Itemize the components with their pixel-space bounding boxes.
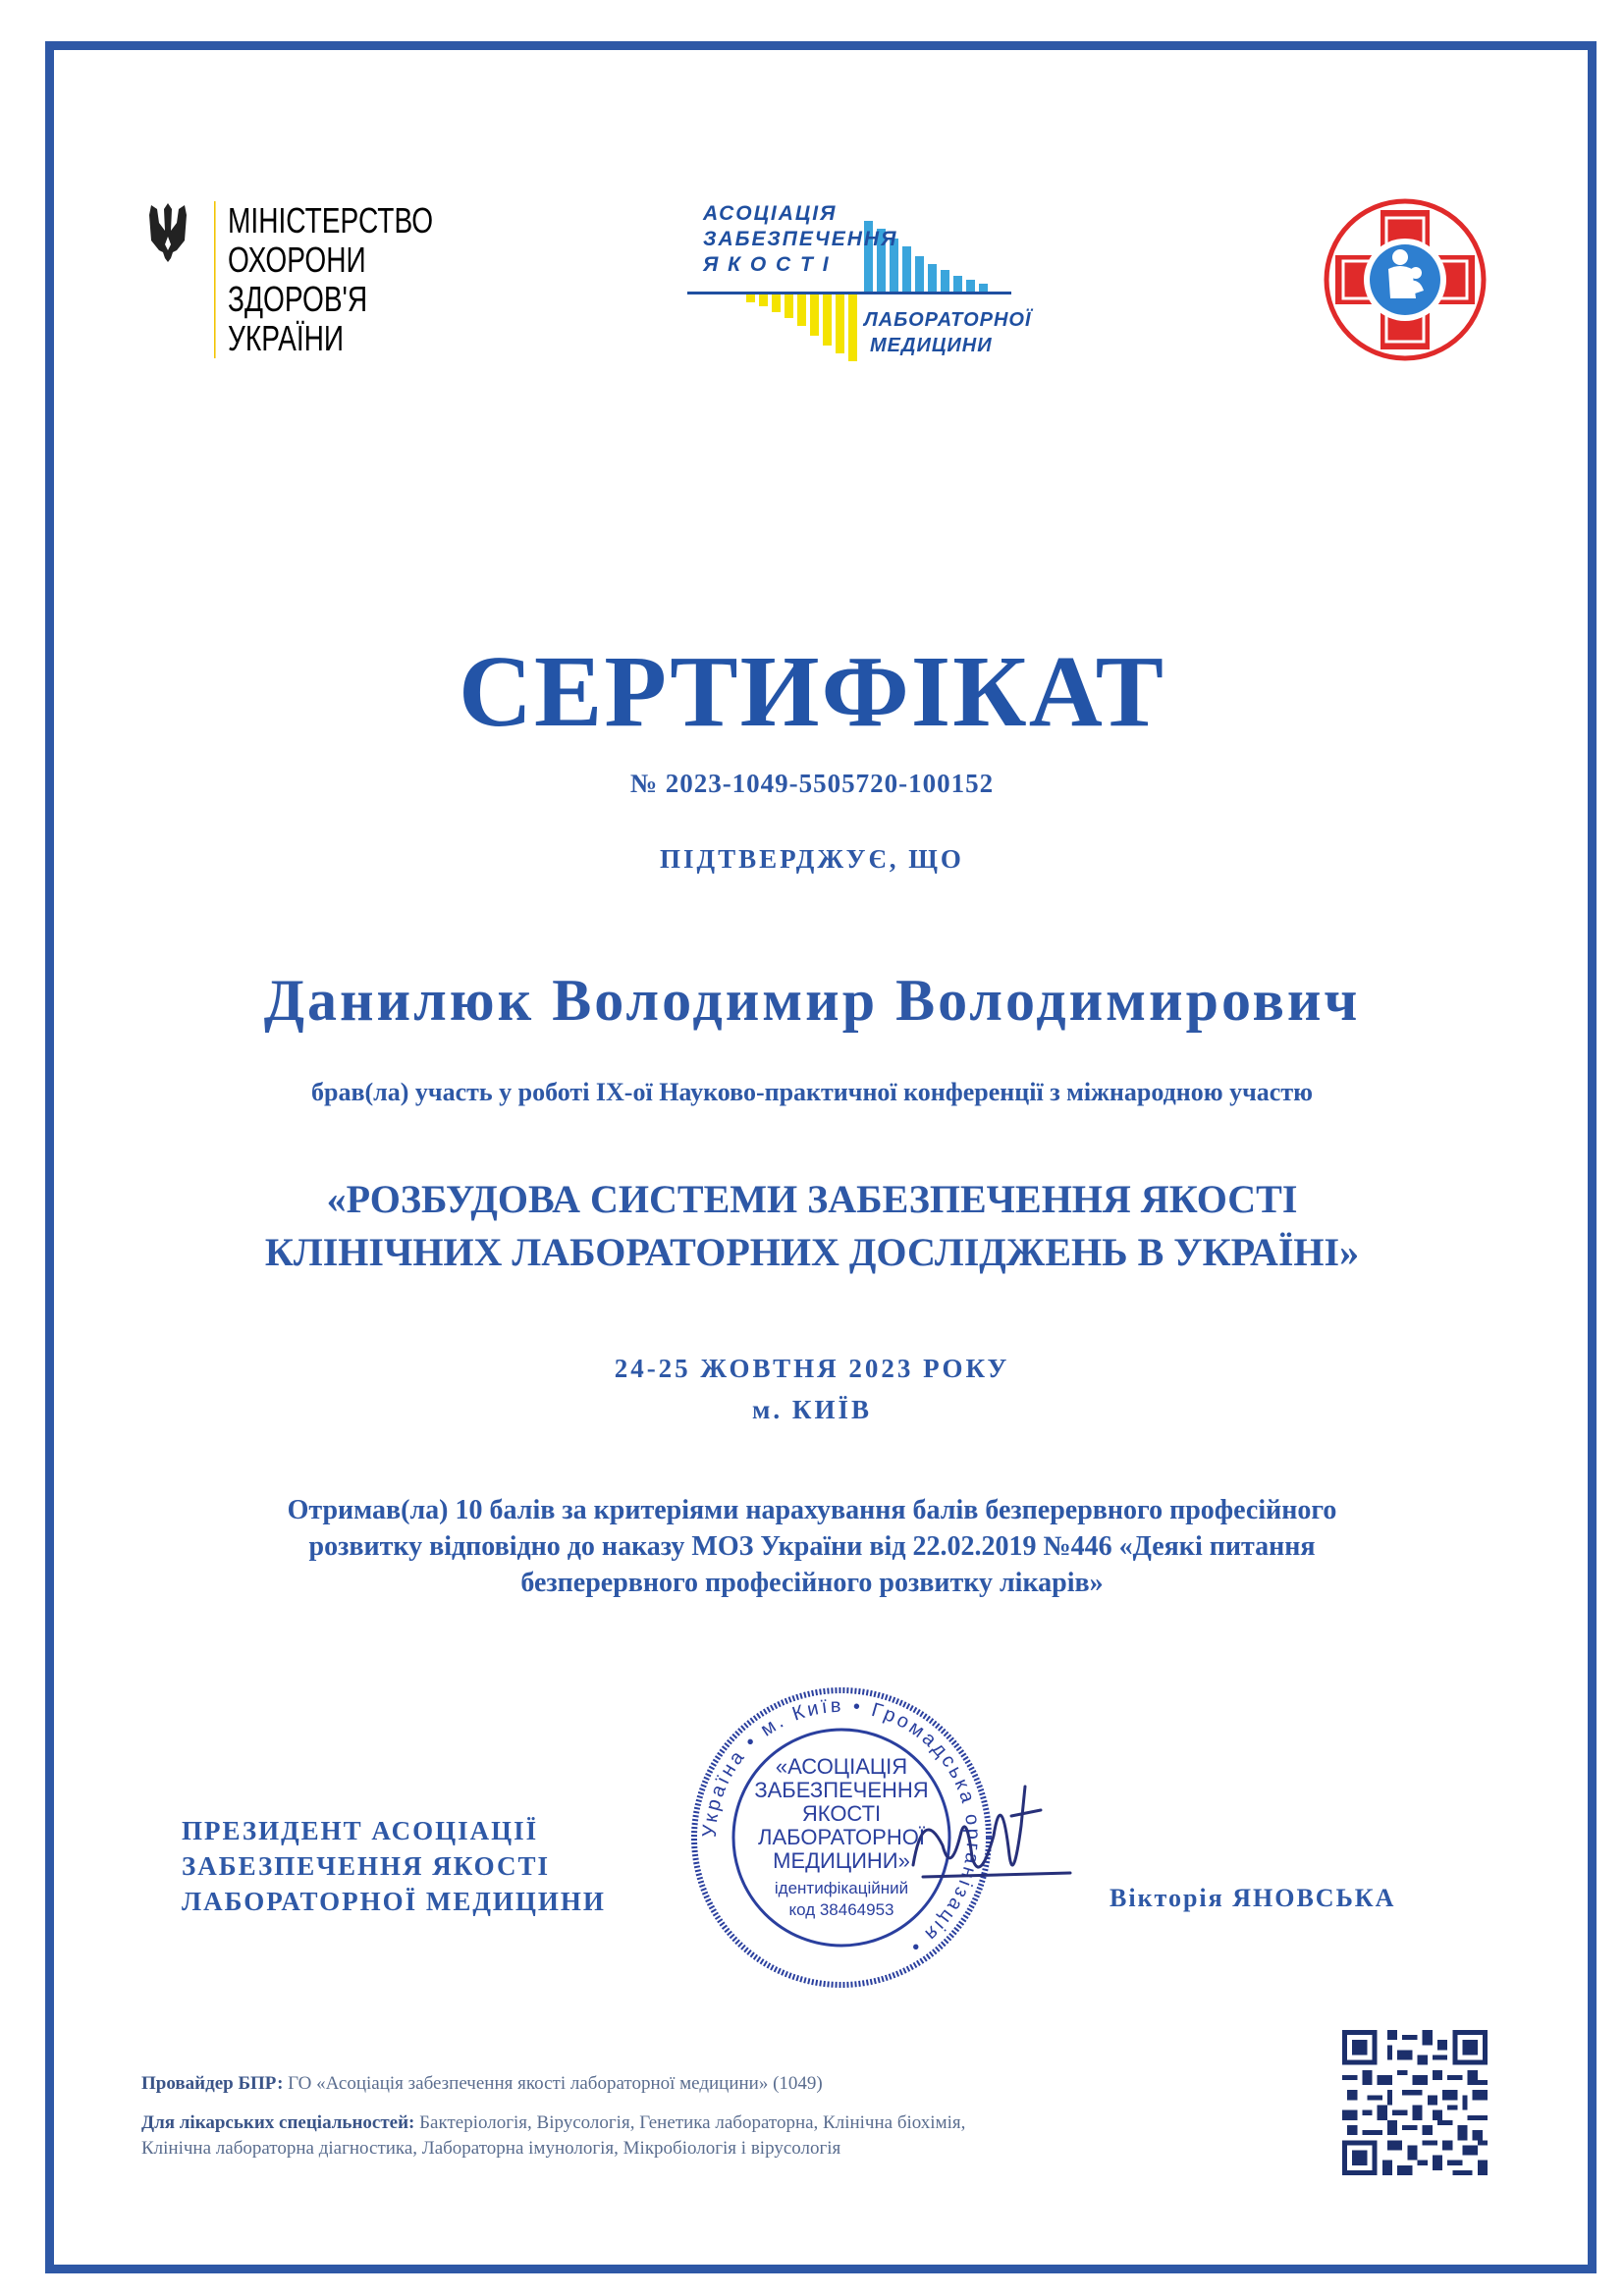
- qr-code[interactable]: [1342, 2030, 1488, 2175]
- provider-value: ГО «Асоціація забезпечення якості лабораторної медицини» (1049): [288, 2073, 823, 2094]
- specialties-value-1: Бактеріологія, Вірусологія, Генетика лабораторна, Клінічна біохімія,: [419, 2112, 966, 2133]
- association-name-top: [703, 201, 897, 278]
- trident-icon: [143, 201, 192, 264]
- city-text: м. КИЇВ: [752, 1395, 872, 1424]
- stamp-line-3: ЯКОСТІ: [801, 1801, 882, 1826]
- points-line-3: безперервного професійного розвитку лікарів»: [520, 1568, 1104, 1598]
- medical-cross-logo: [1322, 196, 1489, 363]
- ministry-logo: [143, 200, 434, 358]
- stamp-line-2: ЗАБЕЗПЕЧЕННЯ: [754, 1778, 929, 1802]
- conference-title-line-2: КЛІНІЧНИХ ЛАБОРАТОРНИХ ДОСЛІДЖЕНЬ В УКРАЇНІ»: [264, 1230, 1360, 1274]
- ministry-line-1: МІНІСТЕРСТВО: [228, 200, 434, 240]
- specialties-label: Для лікарських спеціальностей:: [141, 2112, 415, 2133]
- association-logo: [687, 201, 1032, 363]
- points-text: [45, 1492, 1579, 1601]
- certificate-title: СЕРТИФІКАТ: [458, 635, 1166, 748]
- ministry-line-2: ОХОРОНИ: [228, 240, 366, 280]
- provider-line: [141, 2071, 1369, 2097]
- stamp-ring-text: Україна • м. Київ • Громадська організація •: [698, 1694, 985, 1959]
- position-line-1: ПРЕЗИДЕНТ АСОЦІАЦІЇ: [182, 1816, 539, 1845]
- assoc-line-2: ЗАБЕЗПЕЧЕННЯ: [703, 228, 898, 250]
- recipient-name: Данилюк Володимир Володимирович: [263, 968, 1361, 1033]
- position-line-3: ЛАБОРАТОРНОЇ МЕДИЦИНИ: [182, 1887, 606, 1916]
- specialties-line-1: [141, 2110, 1369, 2136]
- points-line-2: розвитку відповідно до наказу МОЗ України від 22.02.2019 №446 «Деякі питання: [308, 1531, 1316, 1562]
- signature-scribble: [903, 1767, 1080, 1904]
- conference-dates: [45, 1348, 1579, 1430]
- stamp-line-7: код 38464953: [788, 1900, 894, 1919]
- assoc-line-3: Я К О С Т І: [703, 253, 831, 276]
- conference-title: [45, 1173, 1579, 1279]
- assoc-line-5: МЕДИЦИНИ: [870, 335, 993, 356]
- dates-text: 24-25 ЖОВТНЯ 2023 РОКУ: [614, 1354, 1010, 1383]
- points-line-1: Отримав(ла) 10 балів за критеріями нарахування балів безперервного професійного: [287, 1495, 1337, 1525]
- participation-text: брав(ла) участь у роботі ІХ-ої Науково-практичної конференції з міжнародною участю: [311, 1078, 1313, 1106]
- certificate-number: № 2023-1049-5505720-100152: [629, 769, 995, 798]
- assoc-line-1: АСОЦІАЦІЯ: [703, 202, 838, 225]
- conference-title-line-1: «РОЗБУДОВА СИСТЕМИ ЗАБЕЗПЕЧЕННЯ ЯКОСТІ: [326, 1177, 1298, 1221]
- specialties-block: [141, 2110, 1369, 2162]
- signer-position: [182, 1813, 606, 1919]
- confirms-label: ПІДТВЕРДЖУЄ, ЩО: [660, 844, 964, 874]
- specialties-value-2: Клінічна лабораторна діагностика, Лабораторна імунологія, Мікробіологія і вірусологія: [141, 2138, 841, 2159]
- ministry-line-4: УКРАЇНИ: [228, 318, 345, 358]
- provider-label: Провайдер БПР:: [141, 2073, 284, 2094]
- stamp-line-1: «АСОЦІАЦІЯ: [775, 1754, 908, 1779]
- qr-code-icon[interactable]: [1342, 2030, 1488, 2175]
- position-line-2: ЗАБЕЗПЕЧЕННЯ ЯКОСТІ: [182, 1851, 551, 1881]
- association-name-bottom: [864, 307, 1032, 358]
- red-cross-icon: [1322, 196, 1489, 363]
- ministry-name: [214, 201, 433, 358]
- stamp-line-6: ідентифікаційний: [774, 1879, 909, 1897]
- assoc-line-4: ЛАБОРАТОРНОЇ: [864, 309, 1032, 331]
- stamp-line-4: ЛАБОРАТОРНОЇ: [758, 1825, 925, 1849]
- ministry-line-3: ЗДОРОВ'Я: [228, 279, 368, 319]
- signer-name: Вікторія ЯНОВСЬКА: [1110, 1884, 1396, 1912]
- stamp-line-5: МЕДИЦИНИ»: [773, 1848, 910, 1873]
